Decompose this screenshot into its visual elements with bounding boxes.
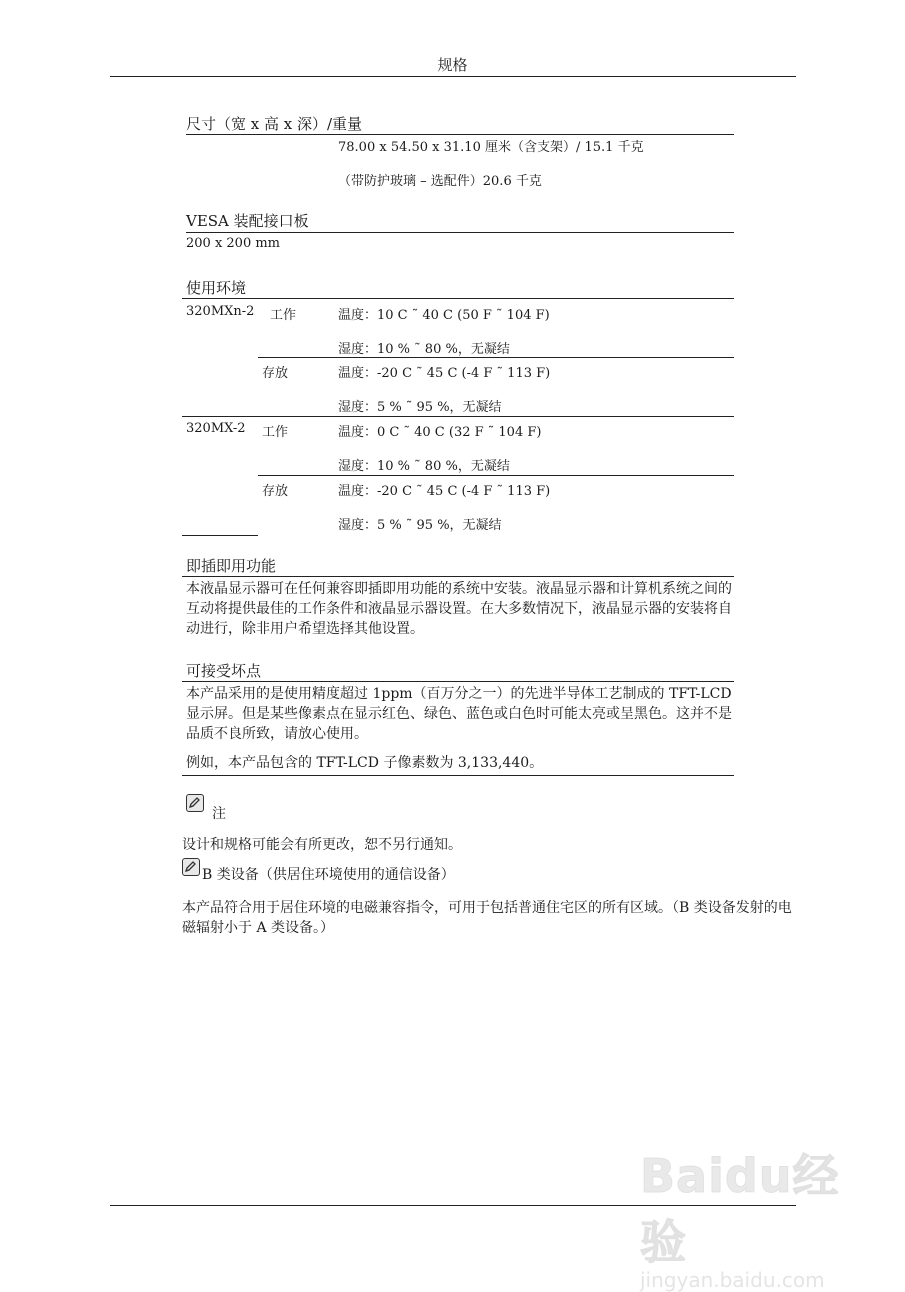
plug-and-play-text: 本液晶显示器可在任何兼容即插即用功能的系统中安装。液晶显示器和计算机系统之间的互动将提供最佳的工作条件和液晶显示器设置。在大多数情况下，液晶显示器的安装将自动进行，除非用户希望选择其他设置。 [186, 581, 732, 637]
dimensions-title: 尺寸（宽 x 高 x 深）/重量 [186, 115, 363, 133]
model-name: 320MXn-2 [186, 304, 255, 319]
note-label: 注 [212, 806, 226, 822]
environment-title: 使用环境 [186, 279, 247, 297]
watermark-logo: Baidu经验 [640, 1149, 840, 1269]
row-divider [258, 357, 734, 358]
pixel-policy-rule [182, 681, 734, 682]
vesa-title: VESA 装配接口板 [186, 212, 309, 230]
mode-label: 工作 [262, 425, 289, 440]
environment-rule [182, 298, 734, 299]
mode-label: 存放 [262, 484, 289, 499]
temperature-value: 温度：-20 C ˜ 45 C (-4 F ˜ 113 F) [338, 484, 551, 499]
humidity-value: 湿度：5 % ˜ 95 %，无凝结 [338, 400, 502, 415]
temperature-value: 温度：10 C ˜ 40 C (50 F ˜ 104 F) [338, 308, 550, 323]
temperature-value: 温度：-20 C ˜ 45 C (-4 F ˜ 113 F) [338, 366, 551, 381]
note-text: 设计和规格可能会有所更改，恕不另行通知。 [182, 837, 462, 853]
mode-label: 存放 [262, 366, 289, 381]
class-b-text: 本产品符合用于居住环境的电磁兼容指令，可用于包括普通住宅区的所有区域。（B 类设备发射的电磁辐射小于 A 类设备。） [182, 900, 792, 936]
vesa-value: 200 x 200 mm [186, 236, 281, 251]
pixel-policy-end-rule [182, 775, 734, 776]
class-b-title: B 类设备（供居住环境使用的通信设备） [202, 867, 455, 883]
humidity-value: 湿度：5 % ˜ 95 %，无凝结 [338, 518, 502, 533]
pixel-count-example: 例如，本产品包含的 TFT-LCD 子像素数为 3,133,440。 [186, 755, 544, 771]
model-name: 320MX-2 [186, 421, 246, 436]
humidity-value: 湿度：10 % ˜ 80 %，无凝结 [338, 459, 510, 474]
pixel-policy-text: 本产品采用的是使用精度超过 1ppm（百万分之一）的先进半导体工艺制成的 TFT-LCD 显示屏。但是某些像素点在显示红色、绿色、蓝色或白色时可能太亮或呈黑色。这并不是品质不良所致，请放心使用。 [186, 686, 732, 742]
dimensions-rule [186, 134, 734, 135]
vesa-rule [186, 232, 734, 233]
note-pencil-icon [182, 858, 200, 876]
note-pencil-icon [186, 794, 204, 812]
header-divider [110, 76, 796, 77]
mode-label: 工作 [270, 308, 297, 323]
table-end-rule [182, 535, 258, 536]
dimensions-value: 78.00 x 54.50 x 31.10 厘米（含支架）/ 15.1 千克 [338, 140, 644, 155]
watermark-url: jingyan.baidu.com [640, 1268, 825, 1292]
weight-with-glass: （带防护玻璃 – 选配件）20.6 千克 [338, 174, 542, 189]
watermark [640, 1140, 870, 1292]
model-divider [182, 416, 734, 417]
plug-and-play-title: 即插即用功能 [186, 557, 277, 575]
row-divider [258, 475, 734, 476]
temperature-value: 温度：0 C ˜ 40 C (32 F ˜ 104 F) [338, 425, 542, 440]
plug-and-play-rule [182, 576, 734, 577]
humidity-value: 湿度：10 % ˜ 80 %，无凝结 [338, 342, 510, 357]
page-title: 规格 [437, 56, 468, 74]
pixel-policy-title: 可接受坏点 [186, 662, 262, 680]
